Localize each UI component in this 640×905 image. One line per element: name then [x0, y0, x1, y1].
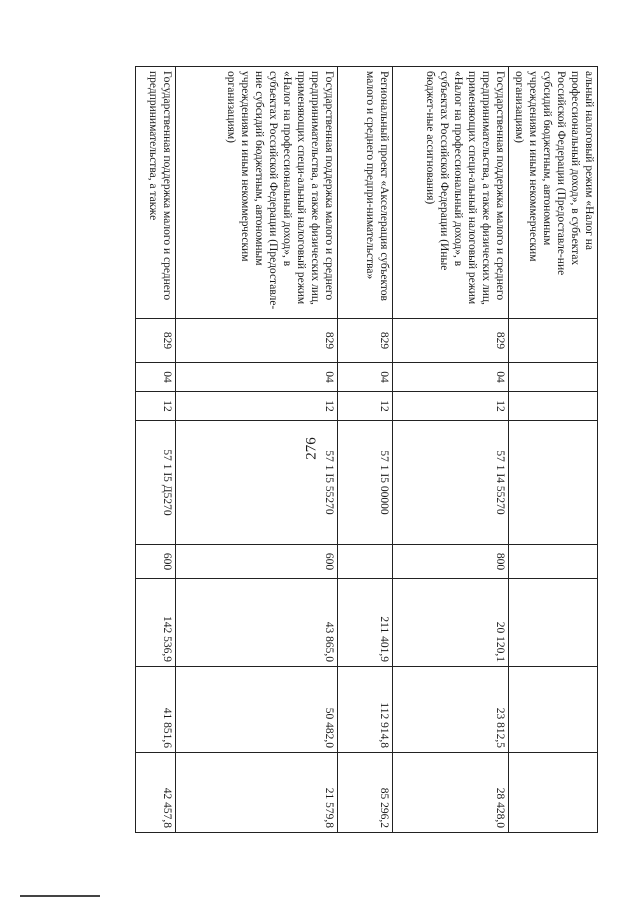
amount-year-2: 23 812,5: [392, 667, 508, 753]
amount-year-1: 211 401,9: [338, 579, 392, 667]
amount-year-3: [508, 753, 597, 833]
rz-code: 04: [338, 363, 392, 392]
csr-code: 57 1 I5 00000: [338, 421, 392, 545]
pr-code: [508, 392, 597, 421]
scan-edge-mark: [20, 895, 100, 897]
ved-code: 829: [338, 319, 392, 363]
amount-year-1: 142 536,9: [136, 579, 176, 667]
pr-code: 12: [136, 392, 176, 421]
table-row: [508, 67, 597, 833]
amount-year-1: 20 120,1: [392, 579, 508, 667]
vr-code: [338, 545, 392, 579]
amount-year-2: [508, 667, 597, 753]
csr-code: [508, 421, 597, 545]
amount-year-2: 50 482,0: [176, 667, 338, 753]
amount-year-3: 42 457,8: [136, 753, 176, 833]
pr-code: 12: [176, 392, 338, 421]
row-description: Государственная поддержка малого и среднего предпринимательства, а также физических лиц, применяющих специ-альный налоговый режим «Налог на профессиональный доход», в субъектах Российской Федерации (Иные бюджет-ные ассигнования): [392, 67, 508, 319]
rz-code: 04: [136, 363, 176, 392]
rz-code: 04: [392, 363, 508, 392]
amount-year-1: [508, 579, 597, 667]
vr-code: 600: [136, 545, 176, 579]
amount-year-2: 41 851,6: [136, 667, 176, 753]
amount-year-3: 21 579,8: [176, 753, 338, 833]
ved-code: 829: [136, 319, 176, 363]
csr-code: 57 1 I5 55270: [176, 421, 338, 545]
amount-year-2: 112 914,8: [338, 667, 392, 753]
row-description: Региональный проект «Акселерация субъектов малого и среднего предпри-нимательства»: [338, 67, 392, 319]
ved-code: 829: [392, 319, 508, 363]
page-number: 276: [303, 437, 320, 460]
row-description: Государственная поддержка малого и среднего предпринимательства, а также физических лиц, применяющих специ-альный налоговый режим «Налог на профессиональный доход», в субъектах Российской Федерации (Предоставле-ние субсидий бюджетным, автономным учреждениям и иным некоммерческим организациям): [176, 67, 338, 319]
pr-code: 12: [392, 392, 508, 421]
amount-year-1: 43 865,0: [176, 579, 338, 667]
row-description: альный налоговый режим «Налог на профессиональный доход», в субъектах Российской Федерации (Предоставле-ние субсидий бюджетным, автономным учреждениям и иным некоммерческим организациям): [508, 67, 597, 319]
vr-code: 600: [176, 545, 338, 579]
row-description: Государственная поддержка малого и среднего предпринимательства, а также: [136, 67, 176, 319]
pr-code: 12: [338, 392, 392, 421]
ved-code: [508, 319, 597, 363]
budget-table: [135, 66, 598, 833]
vr-code: 800: [392, 545, 508, 579]
vr-code: [508, 545, 597, 579]
table-row: [392, 67, 508, 833]
ved-code: 829: [176, 319, 338, 363]
table-row: [136, 67, 176, 833]
csr-code: 57 1 I4 55270: [392, 421, 508, 545]
table-row: [338, 67, 392, 833]
rotated-table-wrapper: [135, 66, 598, 832]
rz-code: [508, 363, 597, 392]
rz-code: 04: [176, 363, 338, 392]
amount-year-3: 28 428,0: [392, 753, 508, 833]
csr-code: 57 1 I5 Д5270: [136, 421, 176, 545]
table-row: [176, 67, 338, 833]
amount-year-3: 85 296,2: [338, 753, 392, 833]
